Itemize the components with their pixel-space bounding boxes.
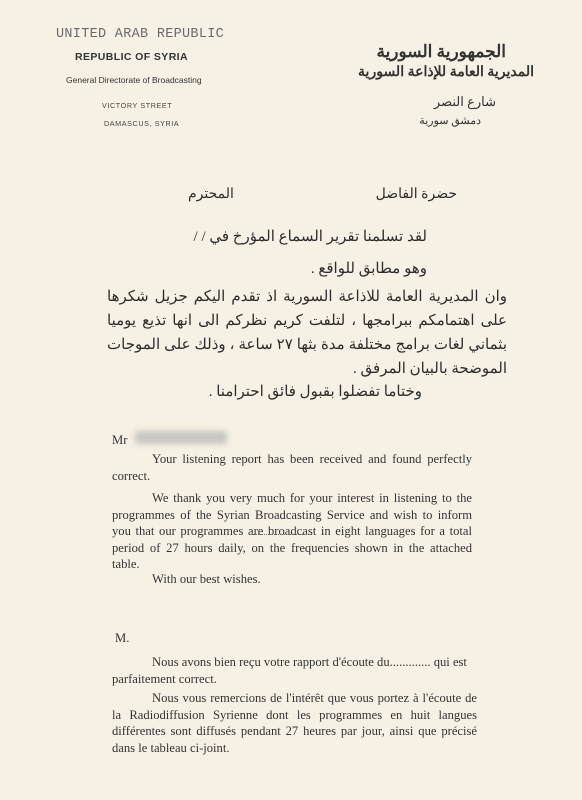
letterhead-republic: REPUBLIC OF SYRIA — [75, 51, 188, 63]
arabic-letterhead-street: شارع النصر — [433, 94, 496, 109]
arabic-greeting: حضرة الفاضل — [375, 187, 457, 202]
french-paragraph-thanks: Nous vous remercions de l'intérêt que vous portez à l'écoute de la Radiodiffusion Syrienne dont les programmes en huit langues différentes sont diffusés pendant 27 heures par jour, ainsi que précisé dans le tableau ci-joint. — [112, 691, 477, 755]
arabic-greeting-honorific: المحترم — [188, 187, 234, 202]
arabic-line-report-received: لقد تسلمنا تقرير السماع المؤرخ في / / — [193, 229, 427, 245]
letterhead-stamp-line: UNITED ARAB REPUBLIC — [56, 27, 225, 42]
english-paragraph-thanks: We thank you very much for your interest in listening to the programmes of the Syrian Broadcasting Service and wish to inform you that our programmes are broadcast in eight languages for a total period of 27 hours daily, on the frequencies shown in the attached table. — [112, 491, 472, 571]
arabic-paragraph-thanks: وان المديرية العامة للاذاعة السورية اذ تقدم اليكم جزيل شكرها على اهتمامكم ببرامجها ، لتلفت كريم نظركم الى انها تذيع يوميا بثماني لغات برامج مختلفة مدة بثها ٢٧ ساعة ، وذلك على الموجات الموضحة بالبيان المرفق . — [107, 289, 507, 377]
redacted-name — [135, 431, 227, 444]
arabic-letterhead-city: دمشق سورية — [419, 115, 481, 127]
letterhead-directorate: General Directorate of Broadcasting — [66, 75, 202, 85]
french-paragraph-report: Nous avons bien reçu votre rapport d'écoute du............. qui est parfaitement correct. — [112, 655, 467, 686]
arabic-letterhead-directorate: المديرية العامة للإذاعة السورية — [358, 65, 534, 80]
arabic-line-correct: وهو مطابق للواقع . — [310, 261, 427, 277]
english-paragraph-report: Your listening report has been received and found perfectly correct. — [112, 452, 472, 483]
letterhead-street: VICTORY STREET — [102, 101, 173, 110]
arabic-closing: وختاما تفضلوا بقبول فائق احترامنا . — [208, 384, 422, 400]
letterhead-city: DAMASCUS, SYRIA — [104, 119, 180, 128]
typed-strikeout-mark — [253, 534, 311, 536]
arabic-letterhead-republic: الجمهورية السورية — [376, 42, 506, 61]
french-salutation: M. — [115, 631, 130, 645]
english-salutation: Mr — [112, 433, 128, 447]
english-closing: With our best wishes. — [152, 572, 261, 586]
